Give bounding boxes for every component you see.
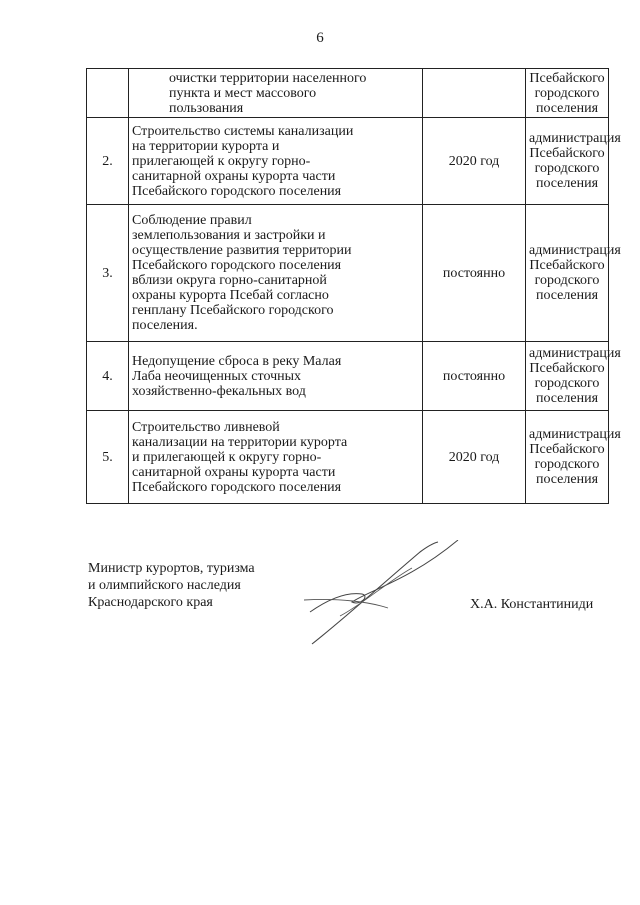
action-text-line: санитарной охраны курорта части xyxy=(132,168,336,184)
responsible-text-line: администрация xyxy=(529,131,621,146)
signer-position-line: Краснодарского края xyxy=(88,595,213,610)
responsible-text-line: городского xyxy=(534,457,600,472)
signer-position-line: и олимпийского наследия xyxy=(88,578,241,593)
table-row xyxy=(87,69,609,118)
action-text-line: и прилегающей к округу горно- xyxy=(132,449,322,465)
table-row xyxy=(87,411,609,504)
action-text-line: санитарной охраны курорта части xyxy=(132,464,336,480)
row-number-cell: 5. xyxy=(87,411,129,504)
action-text-line: Псебайского городского поселения xyxy=(132,479,342,495)
action-text-line: пункта и мест массового xyxy=(169,85,317,101)
signature-block xyxy=(0,540,640,680)
responsible-text-line: поселения xyxy=(535,288,599,303)
responsible-text-line: поселения xyxy=(535,176,599,191)
action-text-line: Лаба неочищенных сточных xyxy=(132,368,302,384)
responsible-text-line: администрация xyxy=(529,346,621,361)
responsible-cell xyxy=(526,342,621,411)
action-text-line: Строительство системы канализации xyxy=(132,123,354,139)
row-number-cell: 4. xyxy=(87,342,129,411)
action-cell xyxy=(129,69,423,118)
signer-position-line: Министр курортов, туризма xyxy=(88,561,255,576)
responsible-cell xyxy=(526,205,621,342)
action-text-line: пользования xyxy=(169,100,244,116)
action-text-line: осуществление развития территории xyxy=(132,243,352,258)
row-number-cell: 3. xyxy=(87,205,129,342)
action-text-line: Псебайского городского поселения xyxy=(132,258,342,273)
measures-table xyxy=(86,68,621,504)
responsible-text-line: администрация xyxy=(529,243,621,258)
action-text-line: Недопущение сброса в реку Малая xyxy=(132,353,342,369)
responsible-text-line: Псебайского xyxy=(529,258,605,273)
action-text-line: очистки территории населенного xyxy=(169,70,367,86)
action-text-line: землепользования и застройки и xyxy=(132,228,326,243)
term-cell xyxy=(423,69,526,118)
row-number-cell xyxy=(87,69,129,118)
action-cell xyxy=(129,118,423,205)
responsible-text-line: поселения xyxy=(535,472,599,487)
term-cell: 2020 год xyxy=(423,411,526,504)
responsible-text-line: городского xyxy=(534,161,600,176)
responsible-text-line: городского xyxy=(534,376,600,391)
action-text-line: вблизи округа горно-санитарной xyxy=(132,273,327,288)
action-cell xyxy=(129,342,423,411)
responsible-cell xyxy=(526,118,621,205)
action-cell xyxy=(129,411,423,504)
responsible-text-line: Псебайского xyxy=(529,146,605,161)
responsible-text-line: администрация xyxy=(529,427,621,442)
action-text-line: на территории курорта и xyxy=(132,138,280,154)
action-text-line: Соблюдение правил xyxy=(132,213,252,228)
responsible-text-line: городского xyxy=(534,273,600,288)
action-text-line: Псебайского городского поселения xyxy=(132,183,342,199)
signer-position xyxy=(88,560,255,611)
table-row xyxy=(87,205,609,342)
term-cell: постоянно xyxy=(423,342,526,411)
signer-name: Х.А. Константиниди xyxy=(470,597,594,612)
term-cell: 2020 год xyxy=(423,118,526,205)
action-text-line: генплану Псебайского городского xyxy=(132,303,334,318)
responsible-text-line: поселения xyxy=(535,391,599,406)
responsible-text-line: Псебайского xyxy=(529,70,605,86)
action-cell xyxy=(129,205,423,342)
term-cell: постоянно xyxy=(423,205,526,342)
responsible-text-line: Псебайского xyxy=(529,442,605,457)
action-text-line: прилегающей к округу горно- xyxy=(132,153,311,169)
action-text-line: канализации на территории курорта xyxy=(132,434,348,450)
row-number-cell: 2. xyxy=(87,118,129,205)
page-number: 6 xyxy=(316,30,324,46)
action-text-line: Строительство ливневой xyxy=(132,419,280,435)
table-row xyxy=(87,342,609,411)
responsible-text-line: поселения xyxy=(535,100,599,116)
responsible-text-line: городского xyxy=(534,85,600,101)
table-row xyxy=(87,118,609,205)
responsible-cell xyxy=(526,69,609,118)
responsible-text-line: Псебайского xyxy=(529,361,605,376)
action-text-line: охраны курорта Псебай согласно xyxy=(132,288,329,303)
action-text-line: поселения. xyxy=(132,318,198,333)
handwritten-signature xyxy=(300,540,470,650)
responsible-cell xyxy=(526,411,621,504)
action-text-line: хозяйственно-фекальных вод xyxy=(132,383,306,399)
